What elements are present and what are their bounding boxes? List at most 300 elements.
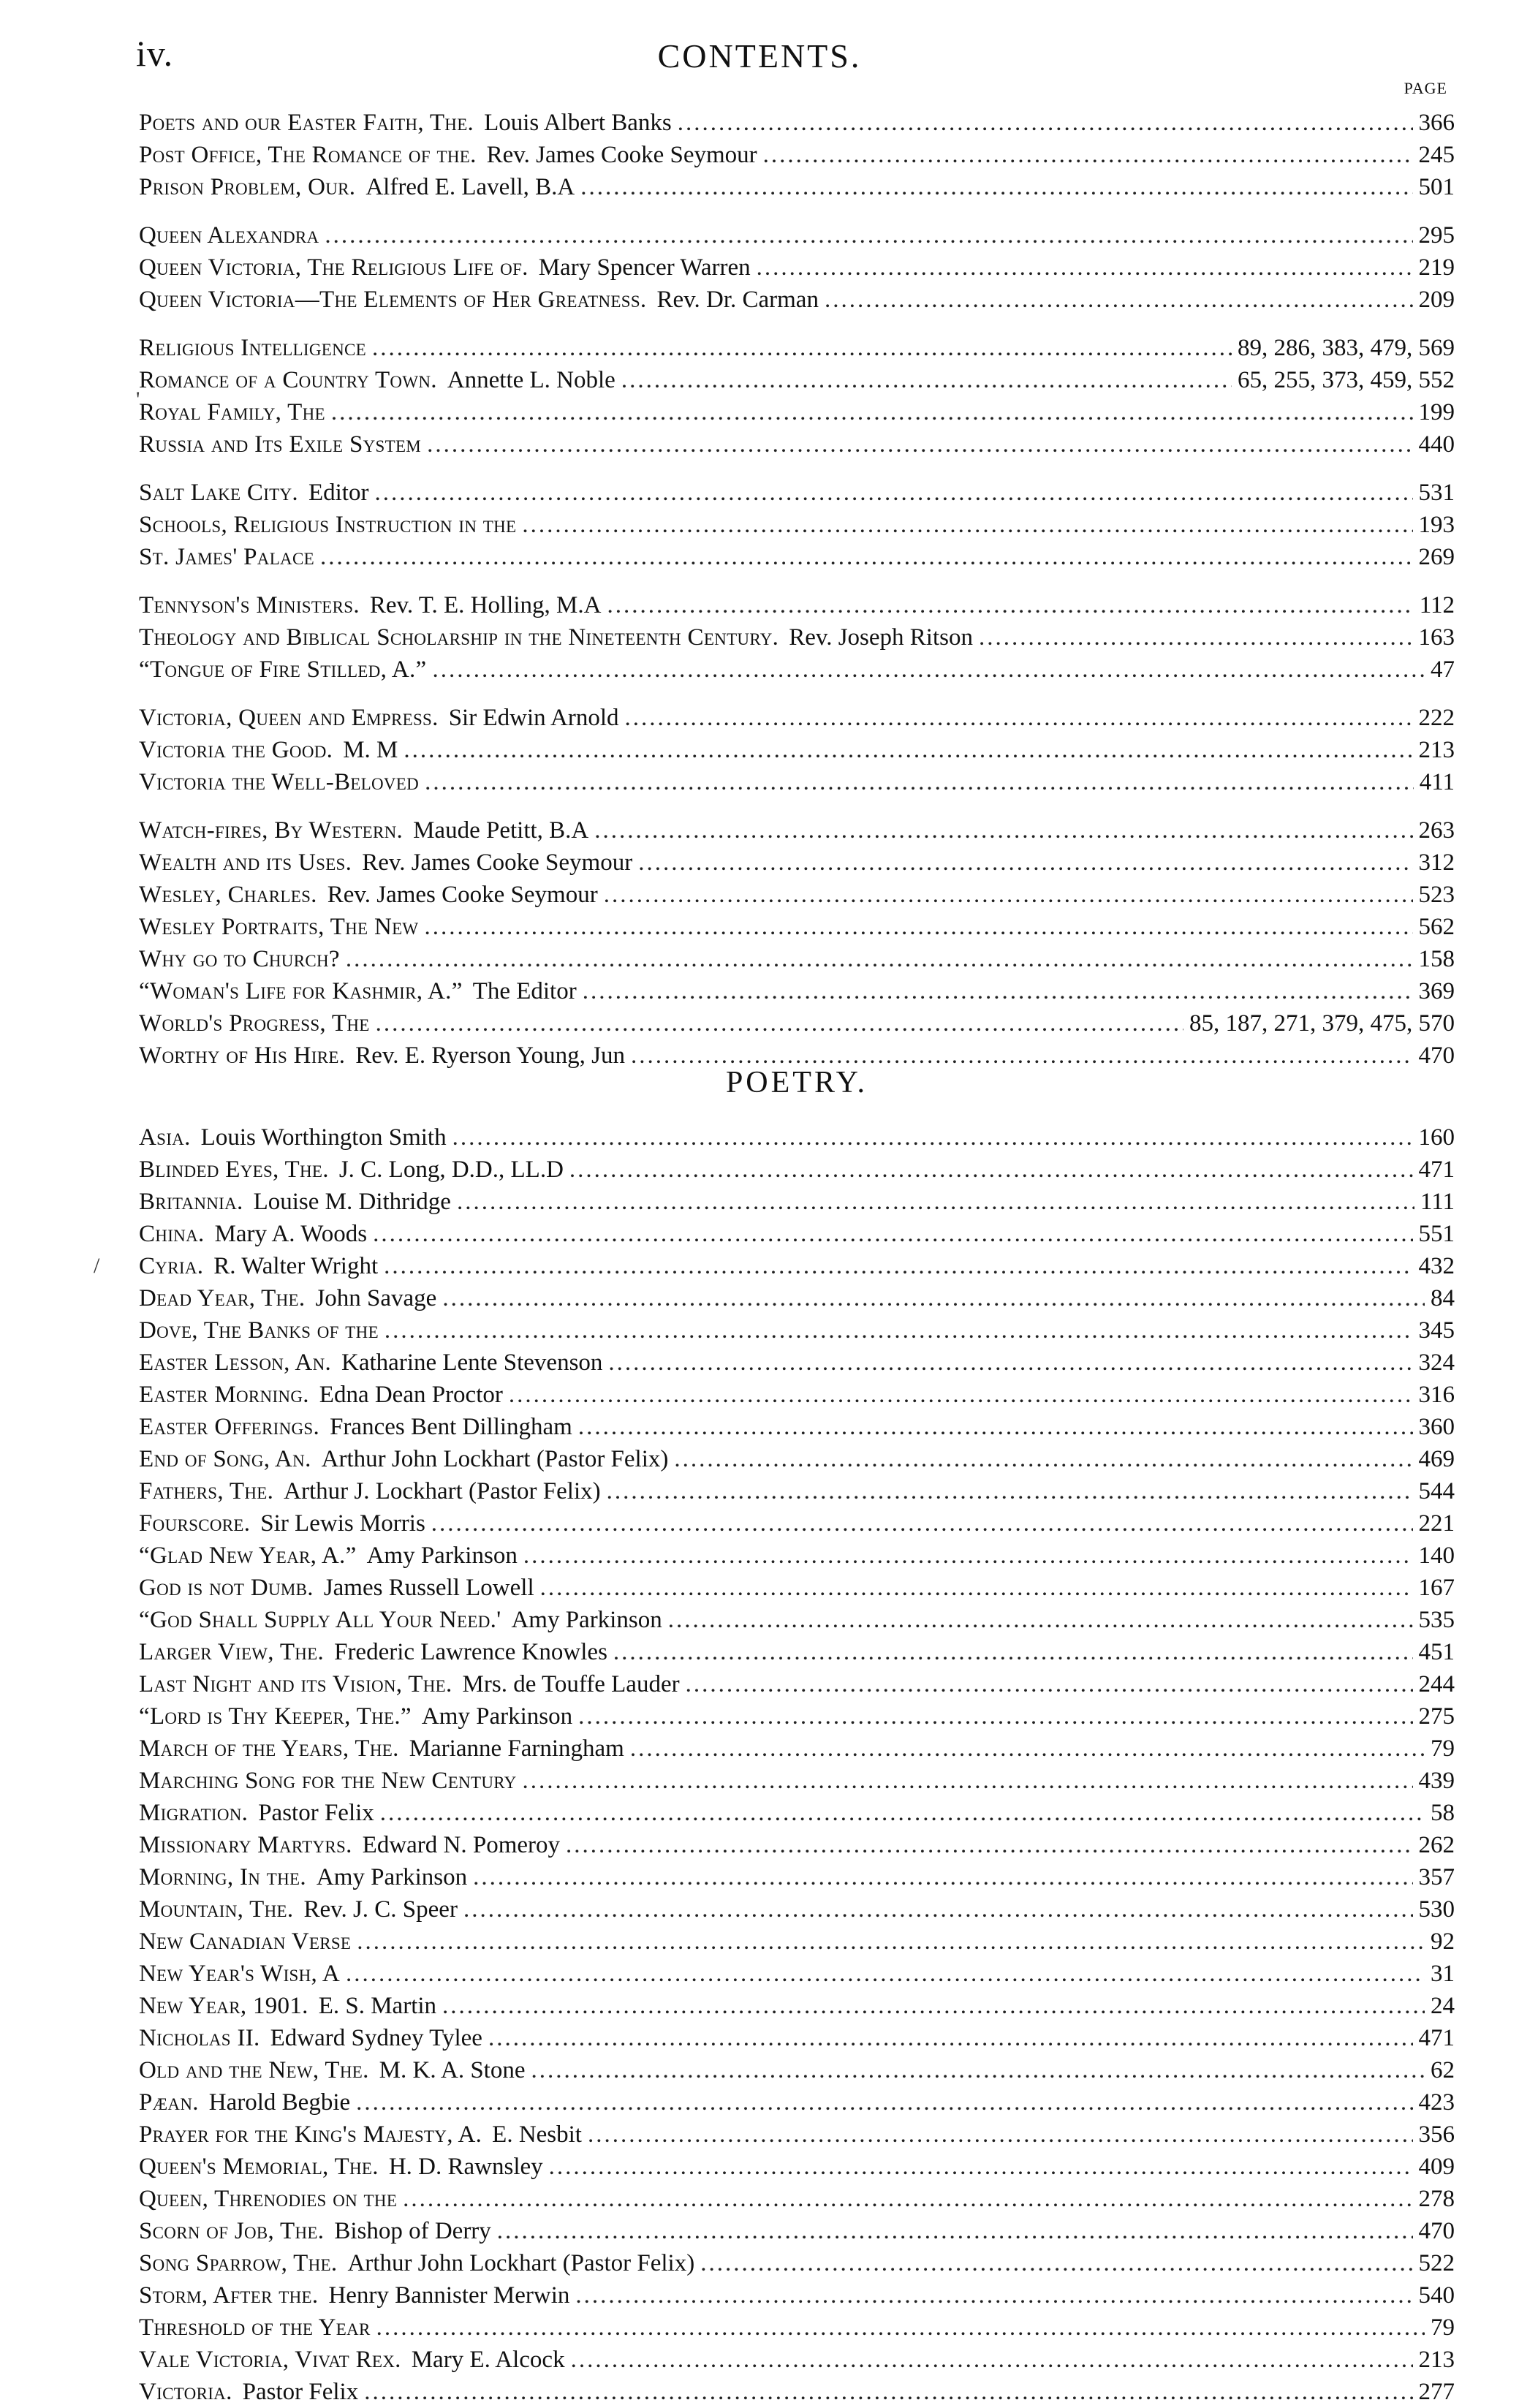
- entry-title: Wesley, Charles.: [139, 882, 317, 908]
- entry-text: [139, 1700, 572, 1733]
- dot-leader: [372, 332, 1232, 364]
- entry-title: End of Song, An.: [139, 1446, 311, 1472]
- entry-text: [139, 1218, 367, 1250]
- entry-title: Mountain, The.: [139, 1896, 294, 1923]
- entry-text: [139, 1829, 560, 1861]
- entry-text: [139, 1604, 662, 1636]
- entry-author: Mrs. de Touffe Lauder: [462, 1671, 680, 1697]
- dot-leader: [403, 2183, 1412, 2215]
- entry-text: [139, 621, 973, 654]
- entry-page-number: 324: [1418, 1349, 1455, 1376]
- toc-entry: [139, 219, 1455, 251]
- entry-text: [139, 2086, 350, 2119]
- entry-title: Dove, The Banks of the: [139, 1317, 379, 1344]
- toc-entry: [139, 1507, 1455, 1540]
- entry-page-number: 411: [1419, 769, 1455, 795]
- entry-author: Mary A. Woods: [214, 1221, 368, 1247]
- toc-entry: [139, 1893, 1455, 1926]
- entry-author: R. Walter Wright: [213, 1253, 379, 1279]
- dot-leader: [356, 2086, 1412, 2119]
- entry-page-number: 111: [1420, 1189, 1455, 1215]
- entry-text: [139, 1379, 503, 1411]
- entry-page-number: 345: [1418, 1317, 1455, 1344]
- entry-title: “Lord is Thy Keeper, The.”: [139, 1703, 412, 1730]
- entry-title: Storm, After the.: [139, 2282, 319, 2309]
- entry-page-number: 160: [1418, 1124, 1455, 1151]
- dot-leader: [442, 1282, 1425, 1314]
- entry-author: Rev. J. C. Speer: [303, 1896, 458, 1923]
- toc-entry: [139, 1958, 1455, 1990]
- entry-author: Edward Sydney Tylee: [270, 2025, 482, 2051]
- entry-page-number: 501: [1418, 174, 1455, 200]
- entry-author: M. M: [343, 737, 398, 763]
- entry-page-number: 219: [1418, 254, 1455, 281]
- entry-text: [139, 2312, 371, 2344]
- dot-leader: [427, 428, 1412, 461]
- dot-leader: [325, 219, 1412, 251]
- toc-entry: [139, 1733, 1455, 1765]
- toc-entry: [139, 1861, 1455, 1893]
- entry-page-number: 84: [1431, 1285, 1455, 1311]
- entry-title: Fathers, The.: [139, 1478, 274, 1504]
- entry-text: [139, 654, 426, 686]
- entry-author: Pastor Felix: [258, 1800, 374, 1826]
- entry-page-number: 544: [1418, 1478, 1455, 1504]
- dot-leader: [763, 139, 1413, 171]
- entry-page-number: 89, 286, 383, 479, 569: [1238, 335, 1455, 361]
- entry-page-number: 275: [1418, 1703, 1455, 1730]
- entry-text: [139, 332, 366, 364]
- entry-title: New Canadian Verse: [139, 1928, 352, 1955]
- entry-page-number: 530: [1418, 1896, 1455, 1923]
- toc-entry: [139, 734, 1455, 766]
- toc-entry: [139, 1668, 1455, 1700]
- toc-entry: [139, 1314, 1455, 1347]
- entry-page-number: 65, 255, 373, 459, 552: [1238, 367, 1455, 393]
- entry-author: Amy Parkinson: [511, 1607, 662, 1633]
- entry-title: Victoria.: [139, 2379, 232, 2405]
- entry-title: Wealth and its Uses.: [139, 849, 352, 876]
- entry-text: [139, 251, 751, 284]
- dot-leader: [625, 702, 1413, 734]
- toc-entry: [139, 2054, 1455, 2086]
- dot-leader: [357, 1926, 1425, 1958]
- entry-author: Amy Parkinson: [421, 1703, 573, 1730]
- entry-title: World's Progress, The: [139, 1010, 370, 1037]
- entry-author: E. Nesbit: [492, 2121, 582, 2148]
- entry-text: [139, 734, 398, 766]
- entry-page-number: 535: [1418, 1607, 1455, 1633]
- entry-author: Sir Edwin Arnold: [448, 705, 619, 731]
- entry-page-number: 213: [1418, 2347, 1455, 2373]
- entry-title: Old and the New, The.: [139, 2057, 369, 2083]
- dot-leader: [571, 2344, 1413, 2376]
- entry-page-number: 47: [1431, 656, 1455, 683]
- entry-page-number: 360: [1418, 1414, 1455, 1440]
- entry-text: [139, 911, 418, 943]
- entry-text: [139, 1250, 378, 1282]
- toc-entry: [139, 251, 1455, 284]
- entry-title: God is not Dumb.: [139, 1575, 314, 1601]
- toc-entry: [139, 284, 1455, 316]
- entry-text: [139, 1765, 517, 1797]
- entry-author: Arthur John Lockhart (Pastor Felix): [321, 1446, 669, 1472]
- toc-entry: [139, 2215, 1455, 2247]
- entry-title: Russia and Its Exile System: [139, 431, 422, 458]
- entry-title: Last Night and its Vision, The.: [139, 1671, 452, 1697]
- entry-page-number: 439: [1418, 1768, 1455, 1794]
- toc-entry: [139, 428, 1455, 461]
- toc-entry: [139, 879, 1455, 911]
- dot-leader: [613, 1636, 1413, 1668]
- entry-title: Fourscore.: [139, 1510, 251, 1537]
- entry-title: Wesley Portraits, The New: [139, 914, 419, 940]
- entry-text: [139, 2151, 543, 2183]
- entry-author: Editor: [308, 480, 369, 506]
- entry-page-number: 24: [1431, 1993, 1455, 2019]
- dot-leader: [457, 1186, 1414, 1218]
- toc-entry: [139, 1926, 1455, 1958]
- entry-text: [139, 2247, 694, 2279]
- entry-author: Rev. James Cooke Seymour: [327, 882, 598, 908]
- entry-text: [139, 171, 575, 203]
- entry-author: H. D. Rawnsley: [388, 2154, 543, 2180]
- entry-page-number: 369: [1418, 978, 1455, 1004]
- entry-text: [139, 1475, 601, 1507]
- toc-entry: [139, 766, 1455, 798]
- toc-entry: [139, 1154, 1455, 1186]
- dot-leader: [509, 1379, 1413, 1411]
- dot-leader: [424, 911, 1412, 943]
- toc-entry: [139, 1250, 1455, 1282]
- dot-leader: [463, 1893, 1413, 1926]
- entry-page-number: 451: [1418, 1639, 1455, 1665]
- dot-leader: [674, 1443, 1412, 1475]
- entry-author: Amy Parkinson: [366, 1542, 518, 1569]
- entry-title: Britannia.: [139, 1189, 243, 1215]
- entry-title: “Glad New Year, A.”: [139, 1542, 357, 1569]
- entry-title: Queen, Threnodies on the: [139, 2186, 398, 2212]
- entry-title: Easter Lesson, An.: [139, 1349, 332, 1376]
- entry-text: [139, 2022, 482, 2054]
- entry-text: [139, 1733, 624, 1765]
- entry-title: Watch-fires, By Western.: [139, 817, 404, 844]
- entry-text: [139, 284, 819, 316]
- dot-leader: [374, 477, 1412, 509]
- entry-text: [139, 1154, 564, 1186]
- entry-title: New Year's Wish, A: [139, 1961, 340, 1987]
- entry-text: [139, 1958, 340, 1990]
- entry-author: M. K. A. Stone: [379, 2057, 526, 2083]
- entry-author: Mary E. Alcock: [411, 2347, 565, 2373]
- dot-leader: [497, 2215, 1413, 2247]
- entry-page-number: 523: [1418, 882, 1455, 908]
- entry-text: [139, 1507, 425, 1540]
- entry-title: Morning, In the.: [139, 1864, 306, 1890]
- contents-list: [139, 107, 1455, 1072]
- entry-title: Worthy of His Hire.: [139, 1042, 346, 1069]
- entry-page-number: 245: [1418, 142, 1455, 168]
- dot-leader: [608, 1347, 1412, 1379]
- entry-text: [139, 1282, 436, 1314]
- entry-page-number: 263: [1418, 817, 1455, 844]
- dot-leader: [452, 1121, 1413, 1154]
- entry-title: Pæan.: [139, 2089, 199, 2116]
- entry-page-number: 163: [1418, 624, 1455, 651]
- entry-text: [139, 1668, 680, 1700]
- entry-page-number: 277: [1418, 2379, 1455, 2405]
- dot-leader: [442, 1990, 1425, 2022]
- dot-leader: [331, 396, 1413, 428]
- dot-leader: [575, 2279, 1412, 2312]
- dot-leader: [594, 814, 1412, 847]
- toc-entry: [139, 139, 1455, 171]
- dot-leader: [376, 1007, 1183, 1040]
- entry-text: [139, 1314, 379, 1347]
- entry-text: [139, 1893, 458, 1926]
- entry-author: Louis Worthington Smith: [200, 1124, 447, 1151]
- entry-text: [139, 1443, 668, 1475]
- toc-entry: [139, 1411, 1455, 1443]
- entry-page-number: 278: [1418, 2186, 1455, 2212]
- entry-text: [139, 2183, 397, 2215]
- entry-title: Scorn of Job, The.: [139, 2218, 325, 2244]
- entry-author: Rev. Joseph Ritson: [789, 624, 973, 651]
- entry-author: John Savage: [315, 1285, 437, 1311]
- entry-text: [139, 1411, 572, 1443]
- entry-page-number: 222: [1418, 705, 1455, 731]
- entry-page-number: 312: [1418, 849, 1455, 876]
- toc-entry: [139, 943, 1455, 975]
- entry-text: [139, 2119, 582, 2151]
- dot-leader: [473, 1861, 1412, 1893]
- toc-entry: [139, 1540, 1455, 1572]
- entry-title: Tennyson's Ministers.: [139, 592, 360, 618]
- dot-leader: [385, 1314, 1413, 1347]
- dot-leader: [540, 1572, 1413, 1604]
- dot-leader: [638, 847, 1412, 879]
- entry-page-number: 158: [1418, 946, 1455, 972]
- toc-entry: [139, 847, 1455, 879]
- entry-title: Romance of a Country Town.: [139, 367, 437, 393]
- dot-leader: [566, 1829, 1412, 1861]
- entry-text: [139, 589, 601, 621]
- toc-entry: [139, 477, 1455, 509]
- toc-entry: [139, 1218, 1455, 1250]
- dot-leader: [578, 1411, 1413, 1443]
- toc-entry: [139, 1604, 1455, 1636]
- toc-entry: [139, 171, 1455, 203]
- entry-page-number: 167: [1418, 1575, 1455, 1601]
- toc-entry: [139, 1765, 1455, 1797]
- entry-author: Bishop of Derry: [334, 2218, 491, 2244]
- toc-entry: [139, 1379, 1455, 1411]
- entry-author: Alfred E. Lavell, B.A: [365, 174, 575, 200]
- dot-leader: [320, 541, 1413, 573]
- toc-entry: [139, 911, 1455, 943]
- toc-entry: [139, 1990, 1455, 2022]
- entry-title: Larger View, The.: [139, 1639, 325, 1665]
- entry-title: Victoria the Good.: [139, 737, 333, 763]
- toc-entry: [139, 1797, 1455, 1829]
- toc-entry: [139, 332, 1455, 364]
- dot-leader: [686, 1668, 1413, 1700]
- entry-author: Rev. Dr. Carman: [656, 287, 819, 313]
- entry-page-number: 79: [1431, 2314, 1455, 2341]
- entry-text: [139, 364, 615, 396]
- toc-entry: [139, 2247, 1455, 2279]
- entry-page-number: 221: [1418, 1510, 1455, 1537]
- poetry-list: [139, 1121, 1455, 2408]
- entry-text: [139, 396, 325, 428]
- entry-text: [139, 1926, 351, 1958]
- entry-text: [139, 2376, 358, 2408]
- entry-title: Religious Intelligence: [139, 335, 367, 361]
- toc-entry: [139, 1636, 1455, 1668]
- entry-title: “Woman's Life for Kashmir, A.”: [139, 978, 463, 1004]
- entry-title: Queen Alexandra: [139, 222, 319, 249]
- entry-author: Rev. James Cooke Seymour: [362, 849, 633, 876]
- toc-entry: [139, 107, 1455, 139]
- entry-author: Arthur J. Lockhart (Pastor Felix): [284, 1478, 601, 1504]
- entry-title: Theology and Biblical Scholarship in the Nineteenth Century.: [139, 624, 779, 651]
- dot-leader: [607, 1475, 1413, 1507]
- entry-title: Schools, Religious Instruction in the: [139, 512, 517, 538]
- dot-leader: [364, 2376, 1412, 2408]
- toc-entry: [139, 1282, 1455, 1314]
- toc-entry: [139, 2086, 1455, 2119]
- dot-leader: [621, 364, 1232, 396]
- entry-text: [139, 1636, 607, 1668]
- dot-leader: [431, 1507, 1413, 1540]
- dot-leader: [578, 1700, 1412, 1733]
- toc-entry: [139, 1121, 1455, 1154]
- entry-author: J. C. Long, D.D., LL.D: [338, 1156, 564, 1183]
- entry-title: Why go to Church?: [139, 946, 340, 972]
- entry-title: “Tongue of Fire Stilled, A.”: [139, 656, 427, 683]
- entry-title: Easter Morning.: [139, 1382, 309, 1408]
- entry-title: Missionary Martyrs.: [139, 1832, 352, 1858]
- entry-page-number: 269: [1418, 544, 1455, 570]
- entry-page-number: 140: [1418, 1542, 1455, 1569]
- entry-page-number: 423: [1418, 2089, 1455, 2116]
- entry-text: [139, 766, 419, 798]
- entry-page-number: 31: [1431, 1961, 1455, 1987]
- entry-author: Harold Begbie: [208, 2089, 351, 2116]
- entry-text: [139, 2344, 565, 2376]
- page-column-label: PAGE: [1404, 79, 1447, 97]
- toc-entry: [139, 2119, 1455, 2151]
- dot-leader: [346, 943, 1413, 975]
- entry-page-number: 540: [1418, 2282, 1455, 2309]
- entry-title: Asia.: [139, 1124, 191, 1151]
- entry-text: [139, 219, 319, 251]
- dot-leader: [531, 2054, 1425, 2086]
- entry-author: E. S. Martin: [318, 1993, 437, 2019]
- entry-author: Amy Parkinson: [316, 1864, 468, 1890]
- entry-title: Victoria, Queen and Empress.: [139, 705, 439, 731]
- margin-mark: ': [136, 387, 140, 412]
- toc-entry: [139, 2022, 1455, 2054]
- entry-page-number: 531: [1418, 480, 1455, 506]
- dot-leader: [523, 1765, 1413, 1797]
- poetry-heading: POETRY.: [725, 1066, 868, 1099]
- entry-text: [139, 1186, 451, 1218]
- toc-entry: [139, 1829, 1455, 1861]
- entry-title: “God Shall Supply All Your Need.': [139, 1607, 501, 1633]
- toc-entry: [139, 814, 1455, 847]
- toc-entry: [139, 1572, 1455, 1604]
- entry-title: China.: [139, 1221, 205, 1247]
- margin-mark: /: [94, 1254, 100, 1278]
- entry-title: Nicholas II.: [139, 2025, 260, 2051]
- entry-title: March of the Years, The.: [139, 1735, 399, 1762]
- toc-entry: [139, 702, 1455, 734]
- entry-page-number: 199: [1418, 399, 1455, 425]
- entry-text: [139, 541, 314, 573]
- entry-page-number: 409: [1418, 2154, 1455, 2180]
- entry-title: Marching Song for the New Century: [139, 1768, 517, 1794]
- entry-text: [139, 2215, 491, 2247]
- entry-text: [139, 1861, 467, 1893]
- entry-text: [139, 1572, 534, 1604]
- dot-leader: [607, 589, 1413, 621]
- entry-author: Pastor Felix: [242, 2379, 359, 2405]
- toc-entry: [139, 2183, 1455, 2215]
- entry-title: Blinded Eyes, The.: [139, 1156, 329, 1183]
- entry-page-number: 357: [1418, 1864, 1455, 1890]
- toc-entry: [139, 2344, 1455, 2376]
- entry-page-number: 262: [1418, 1832, 1455, 1858]
- entry-text: [139, 2279, 569, 2312]
- toc-entry: [139, 2279, 1455, 2312]
- toc-entry: [139, 1347, 1455, 1379]
- toc-entry: [139, 1443, 1455, 1475]
- entry-text: [139, 975, 577, 1007]
- toc-entry: [139, 364, 1455, 396]
- entry-author: Maude Petitt, B.A: [413, 817, 589, 844]
- entry-text: [139, 1990, 436, 2022]
- entry-page-number: 471: [1418, 1156, 1455, 1183]
- entry-title: Queen's Memorial, The.: [139, 2154, 379, 2180]
- entry-page-number: 79: [1431, 1735, 1455, 1762]
- toc-entry: [139, 654, 1455, 686]
- dot-leader: [678, 107, 1413, 139]
- entry-title: New Year, 1901.: [139, 1993, 308, 2019]
- dot-leader: [488, 2022, 1413, 2054]
- entry-page-number: 295: [1418, 222, 1455, 249]
- entry-author: Henry Bannister Merwin: [328, 2282, 570, 2309]
- dot-leader: [700, 2247, 1412, 2279]
- entry-text: [139, 702, 619, 734]
- entry-title: Prison Problem, Our.: [139, 174, 356, 200]
- entry-author: Rev. James Cooke Seymour: [486, 142, 757, 168]
- entry-author: The Editor: [472, 978, 577, 1004]
- entry-text: [139, 139, 757, 171]
- entry-title: Threshold of the Year: [139, 2314, 371, 2341]
- entry-text: [139, 943, 340, 975]
- entry-title: Vale Victoria, Vivat Rex.: [139, 2347, 401, 2373]
- toc-entry: [139, 1186, 1455, 1218]
- dot-leader: [569, 1154, 1413, 1186]
- dot-leader: [583, 975, 1413, 1007]
- dot-leader: [404, 734, 1412, 766]
- toc-entry: [139, 541, 1455, 573]
- dot-leader: [376, 2312, 1425, 2344]
- dot-leader: [757, 251, 1413, 284]
- entry-author: Rev. T. E. Holling, M.A: [369, 592, 602, 618]
- entry-page-number: 469: [1418, 1446, 1455, 1472]
